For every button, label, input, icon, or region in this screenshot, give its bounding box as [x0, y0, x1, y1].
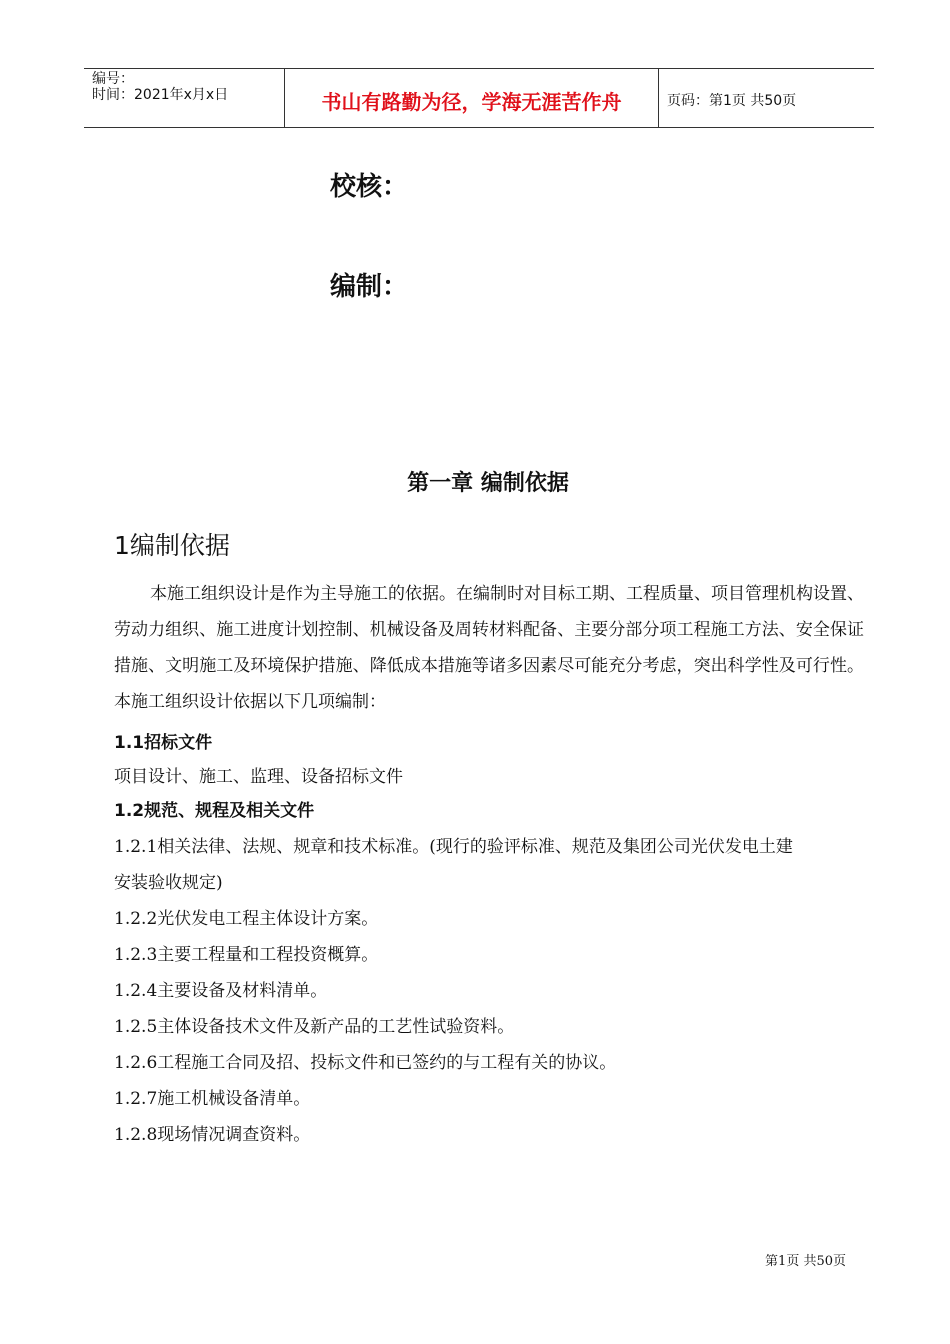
header-motto: 书山有路勤为径，学海无涯苦作舟	[285, 69, 659, 127]
list-item: 安装验收规定)	[114, 873, 223, 893]
footer-page-info: 第1页 共50页	[765, 1254, 846, 1269]
chapter-title: 第一章 编制依据	[407, 471, 569, 496]
list-item: 1.2.2光伏发电工程主体设计方案。	[114, 909, 379, 929]
sub1-title: 1.1招标文件	[114, 733, 213, 753]
header-page-info: 页码：第1页 共50页	[667, 93, 797, 109]
list-item: 1.2.7施工机械设备清单。	[114, 1089, 311, 1109]
number-label: 编号：	[92, 71, 134, 87]
list-item: 1.2.4主要设备及材料清单。	[114, 981, 328, 1001]
time-label: 时间：2021年x月x日	[92, 87, 229, 103]
review-signature: 校核：	[330, 172, 409, 202]
intro-paragraph: 本施工组织设计是作为主导施工的依据。在编制时对目标工期、工程质量、项目管理机构设置、劳动力组织、施工进度计划控制、机械设备及周转材料配备、主要分部分项工程施工方法、安全保证措施、文明施工及环境保护措施、降低成本措施等诸多因素尽可能充分考虑，突出科学性及可行性。本施工组织设计依据以下几项编制：	[114, 584, 864, 712]
list-item: 1.2.3主要工程量和工程投资概算。	[114, 945, 379, 965]
sub2-title: 1.2规范、规程及相关文件	[114, 801, 315, 821]
list-item: 1.2.6工程施工合同及招、投标文件和已签约的与工程有关的协议。	[114, 1053, 617, 1073]
sub1-text: 项目设计、施工、监理、设备招标文件	[114, 767, 403, 787]
header-table	[84, 68, 874, 128]
list-item: 1.2.1相关法律、法规、规章和技术标准。(现行的验评标准、规范及集团公司光伏发电土建	[114, 837, 793, 857]
section-title: 1编制依据	[114, 531, 230, 560]
prepare-signature: 编制：	[330, 272, 409, 302]
list-item: 1.2.5主体设备技术文件及新产品的工艺性试验资料。	[114, 1017, 515, 1037]
header-left-cell	[84, 69, 285, 127]
list-item: 1.2.8现场情况调查资料。	[114, 1125, 311, 1145]
